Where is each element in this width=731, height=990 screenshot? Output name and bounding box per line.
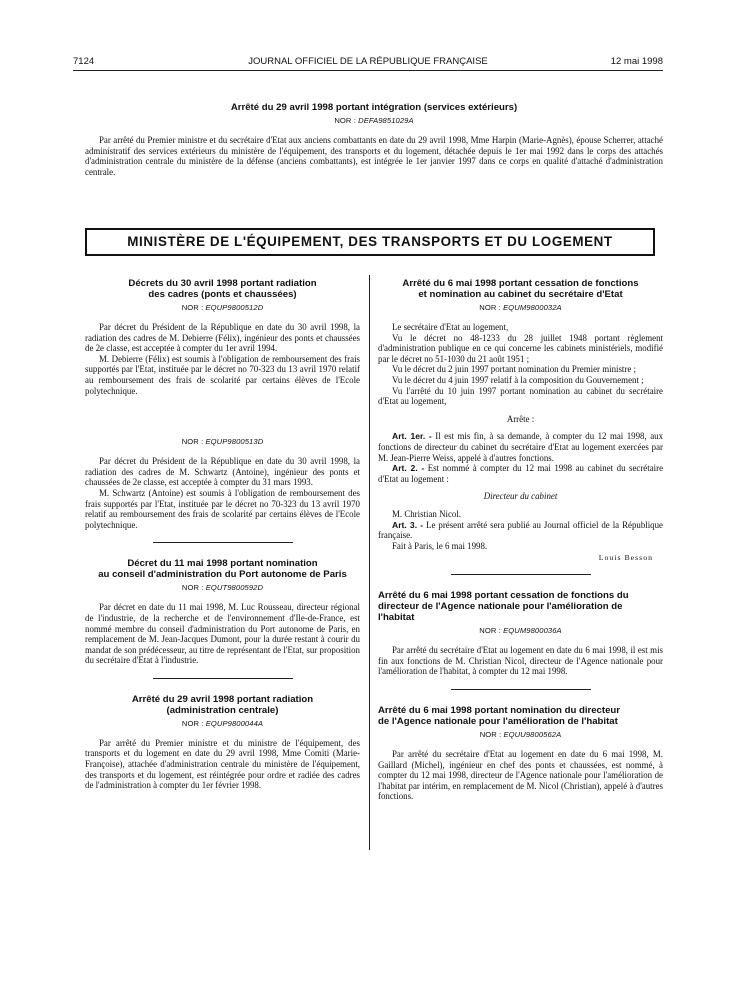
article-separator (153, 678, 293, 680)
nor-label: NOR : (181, 718, 206, 728)
article-title (378, 278, 663, 300)
article-title (378, 705, 663, 727)
article-title (85, 694, 360, 716)
article-label: Art. 2. - (392, 463, 425, 474)
paragraph: Le secrétaire d'Etat au logement, (392, 322, 509, 332)
article-body: Par arrêté du Premier ministre et du secrétaire d'Etat aux anciens combattants en date du 29 avril 1998, Mme Harpin (Marie-Agnès), épouse Scherrer, attaché administratif des services extérieurs du ministère de l'équipement, des transports et du logement, détachée depuis le 1er mai 1992 dans le corps des attachés d'administration centrale du ministère de la défense (anciens combattants), est intégrée le 1er janvier 1997 dans ce corps en qualité d'attaché d'administration centrale. (85, 135, 663, 177)
nor-reference (378, 730, 663, 739)
paragraph: Par arrêté du secrétaire d'Etat au logement en date du 6 mai 1998, il est mis fin aux fonctions de M. Christian Nicol, directeur de l'Agence nationale pour l'amélioration de l'habitat, à compter du 12 mai 1998. (378, 645, 663, 677)
ministry-title: MINISTÈRE DE L'ÉQUIPEMENT, DES TRANSPORTS ET DU LOGEMENT (127, 234, 613, 249)
top-article (85, 102, 663, 177)
title-line: (administration centrale) (166, 704, 279, 716)
article-2 (378, 463, 663, 484)
role-heading: Directeur du cabinet (483, 491, 558, 502)
nor-label: NOR : (479, 626, 504, 636)
paragraph: Vu le décret no 48-1233 du 28 juillet 1948 portant règlement d'administration publique en ce qui concerne les cabinets ministériels, modifié par le décret no 51-1030 du 21 août 1951 ; (378, 332, 663, 364)
article-title (85, 558, 360, 580)
nor-reference (85, 437, 360, 446)
article-separator (153, 542, 293, 544)
nor-code: EQUM9800032A (503, 303, 562, 312)
paragraph: Par décret du Président de la République en date du 30 avril 1998, la radiation des cadres de M. Debierre (Félix), ingénieur des ponts et chaussées de 2e classe, est acceptée à compter du 1er avril 1994. (85, 322, 360, 354)
article-label: Art. 3. - (392, 519, 424, 530)
nor-reference (85, 719, 360, 728)
article-title (85, 278, 360, 300)
nor-label: NOR : (181, 583, 206, 593)
paragraph: Par décret du Président de la République en date du 30 avril 1998, la radiation des cadres de M. Schwartz (Antoine), ingénieur des ponts et chaussées de 2e classe, est acceptée à compter du 31 mars 1993. (85, 456, 360, 488)
title-line: et nomination au cabinet du secrétaire d'Etat (418, 289, 623, 300)
paragraph: Par arrêté du Premier ministre et du ministre de l'équipement, des transports et du logement en date du 29 avril 1998, Mme Comiti (Marie-Françoise), attachée d'administration centrale du ministère de l'équipement, des transports et du logement, est réintégrée pour ordre et radiée des cadres de l'administration à compter du 1er février 1998. (85, 737, 360, 791)
article-text: Il est mis fin, à sa demande, à compter du 12 mai 1998, aux fonctions de directeur du cabinet du secrétaire d'Etat au logement exercées par M. Jean-Pierre Weiss, appelé à d'autres fonctions. (378, 431, 664, 463)
left-column (85, 278, 360, 791)
paragraph: M. Schwartz (Antoine) est soumis à l'obligation de remboursement des frais supportés par l'Etat, instituée par le décret no 70-323 du 13 avril 1970 relatif au remboursement des frais de scolarité par certains élèves de l'Ecole polytechnique. (85, 487, 360, 530)
title-line: l'habitat (378, 612, 415, 624)
title-line: directeur de l'Agence nationale pour l'amélioration de (378, 601, 623, 613)
nor-reference (85, 116, 663, 125)
paragraph: Par arrêté du secrétaire d'Etat au logement en date du 6 mai 1998, M. Gaillard (Michel), ingénieur en chef des ponts et chaussées, est nommé, à compter du 12 mai 1998, directeur de l'Agence nationale pour l'amélioration de l'habitat par intérim, en remplacement de M. Nicol (Christian), appelé à d'autres fonctions. (378, 749, 663, 802)
title-line: Décret du 11 mai 1998 portant nomination (127, 558, 318, 570)
nor-label: NOR : (181, 437, 206, 447)
title-line: Arrêté du 6 mai 1998 portant nomination du directeur (378, 705, 621, 717)
ministry-banner (85, 228, 655, 256)
nor-code: EQUM9800036A (503, 626, 562, 636)
article-text: Le présent arrêté sera publié au Journal officiel de la République française. (378, 519, 663, 541)
journal-title: JOURNAL OFFICIEL DE LA RÉPUBLIQUE FRANÇAISE (248, 56, 488, 67)
article-separator (451, 689, 591, 691)
nor-reference (85, 583, 360, 592)
article-title (378, 590, 663, 623)
nor-label: NOR : (479, 303, 504, 312)
header-rule (73, 70, 663, 71)
nor-label: NOR : (479, 730, 504, 740)
signature: Louis Besson (598, 553, 653, 563)
nor-code: EQUP9800513D (205, 437, 264, 447)
paragraph: Fait à Paris, le 6 mai 1998. (392, 540, 488, 551)
nor-reference (85, 303, 360, 312)
title-line: Arrêté du 6 mai 1998 portant cessation de fonctions du (378, 590, 629, 602)
page-number: 7124 (73, 56, 95, 67)
right-column (378, 278, 663, 802)
title-line: Arrêté du 29 avril 1998 portant radiation (131, 693, 314, 705)
nor-reference (378, 626, 663, 635)
paragraph: M. Christian Nicol. (392, 508, 462, 519)
title-line: Arrêté du 6 mai 1998 portant cessation de fonctions (402, 278, 639, 289)
paragraph: Vu le décret du 2 juin 1997 portant nomination du Premier ministre ; (392, 364, 636, 375)
paragraph: Vu le décret du 4 juin 1997 relatif à la composition du Gouvernement ; (392, 374, 644, 385)
issue-date: 12 mai 1998 (610, 56, 663, 67)
article-label: Art. 1er. - (392, 431, 432, 442)
page-header (73, 56, 663, 70)
article-text: Est nommé à compter du 12 mai 1998 au cabinet du secrétaire d'Etat au logement : (378, 463, 664, 484)
nor-reference (378, 303, 663, 312)
nor-code: EQUP9800512D (205, 303, 264, 312)
spacer (85, 396, 360, 434)
nor-label: NOR : (334, 116, 359, 125)
title-line: des cadres (ponts et chaussées) (148, 289, 297, 300)
nor-code: DEFA9851029A (358, 116, 414, 125)
nor-code: EQUT9800592D (205, 583, 264, 593)
paragraph: Vu l'arrêté du 10 juin 1997 portant nomination au cabinet du secrétaire d'Etat au logement, (378, 385, 663, 407)
title-line: de l'Agence nationale pour l'amélioration de l'habitat (378, 716, 618, 728)
article-1 (378, 431, 663, 463)
article-title: Arrêté du 29 avril 1998 portant intégration (services extérieurs) (230, 102, 518, 113)
title-line: Décrets du 30 avril 1998 portant radiation (128, 278, 317, 289)
nor-code: EQUU9800562A (503, 730, 562, 740)
arrete-heading: Arrête : (506, 413, 535, 424)
article-separator (451, 574, 591, 576)
nor-label: NOR : (181, 303, 206, 312)
column-divider (369, 275, 370, 850)
paragraph: M. Debierre (Félix) est soumis à l'obligation de remboursement des frais supportés par l'Etat, instituée par le décret no 70-323 du 13 avril 1970 relatif au remboursement des frais de scolarité par certains élèves de l'Ecole polytechnique. (85, 353, 360, 396)
title-line: au conseil d'administration du Port autonome de Paris (98, 569, 347, 581)
paragraph: Par décret en date du 11 mai 1998, M. Luc Rousseau, directeur régional de l'industrie, de la recherche et de l'environnement d'Ile-de-France, est nommé membre du conseil d'administration du Port autonome de Paris, en remplacement de M. Jean-Jacques Dumont, pour la durée restant à courir du mandat de son prédécesseur, au titre de représentant de l'Etat, sur proposition du secrétaire d'Etat à l'industrie. (85, 602, 360, 666)
nor-code: EQUP9800044A (205, 718, 264, 728)
article-3 (378, 520, 663, 541)
